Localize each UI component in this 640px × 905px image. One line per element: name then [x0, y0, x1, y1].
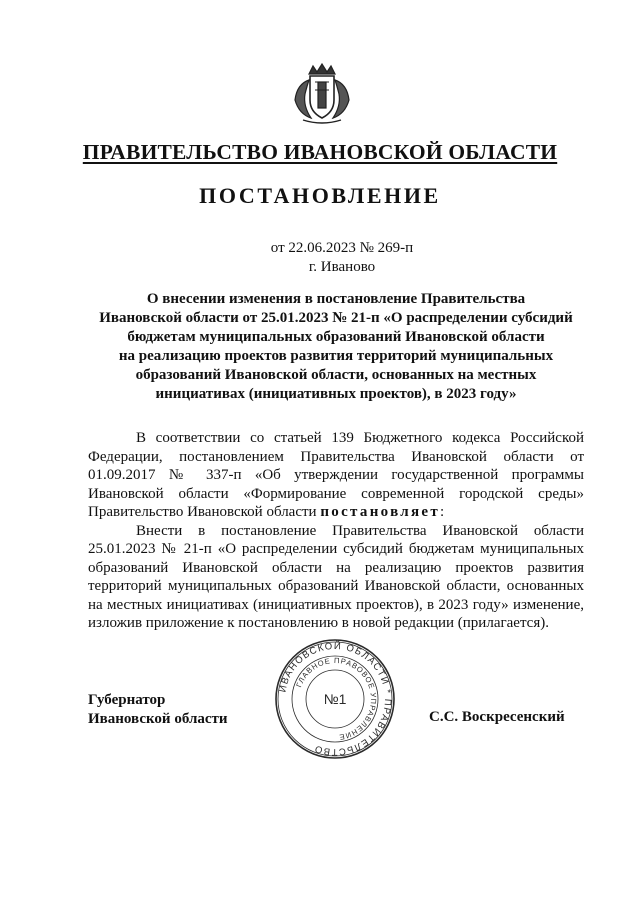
role-line: Ивановской области: [88, 711, 228, 727]
seal-ring-text: ИВАНОВСКОЙ ОБЛАСТИ * ПРАВИТЕЛЬСТВО: [277, 640, 394, 758]
heading-line: инициативах (инициативных проектов), в 2023 году»: [155, 386, 517, 402]
seal-number: №1: [323, 691, 347, 707]
paragraph-amendment: Внести в постановление Правительства Ивановской области 25.01.2023 № 21-п «О распределении субсидий бюджетам муниципальных образований Ивановской области на реализацию проектов развития территорий муниципальных образований Ивановской области, основанных на местных инициативах (инициативных проектов), в 2023 году» изменение, изложив приложение к постановлению в новой редакции (прилагается).: [88, 522, 584, 631]
resolves-word: постановляет: [320, 504, 441, 520]
colon: :: [440, 504, 445, 520]
paragraph-basis: [88, 429, 584, 522]
document-body: [88, 429, 584, 633]
document-heading: [88, 290, 584, 404]
seal-inner-text: ГЛАВНОЕ ПРАВОВОЕ УПРАВЛЕНИЕ: [294, 655, 379, 742]
document-meta: [0, 239, 640, 277]
heading-line: бюджетам муниципальных образований Ивановской области: [127, 329, 545, 345]
government-title: ПРАВИТЕЛЬСТВО ИВАНОВСКОЙ ОБЛАСТИ: [82, 140, 558, 164]
basis-text: В соответствии со статьей 139 Бюджетного кодекса Российской Федерации, постановлением Правительства Ивановской области от 01.09.2017 № 337-п «Об утверждении государственной программы Ивановской области «Формирование современной городской среды» Правительство Ивановской области: [88, 430, 584, 520]
date-number: от 22.06.2023 № 269-п: [270, 240, 414, 256]
signatory-role: [88, 691, 228, 729]
official-seal-stamp: [274, 638, 396, 760]
heading-line: на реализацию проектов развития территорий муниципальных: [118, 348, 554, 364]
heading-line: образований Ивановской области, основанных на местных: [135, 367, 537, 383]
document-type: ПОСТАНОВЛЕНИЕ: [199, 183, 441, 208]
city: г. Иваново: [308, 259, 376, 275]
heading-line: Ивановской области от 25.01.2023 № 21-п «О распределении субсидий: [99, 310, 573, 326]
role-line: Губернатор: [88, 692, 166, 708]
coat-of-arms-emblem: [289, 60, 355, 126]
heading-line: О внесении изменения в постановление Правительства: [146, 291, 526, 307]
signatory-name: С.С. Воскресенский: [429, 709, 565, 725]
